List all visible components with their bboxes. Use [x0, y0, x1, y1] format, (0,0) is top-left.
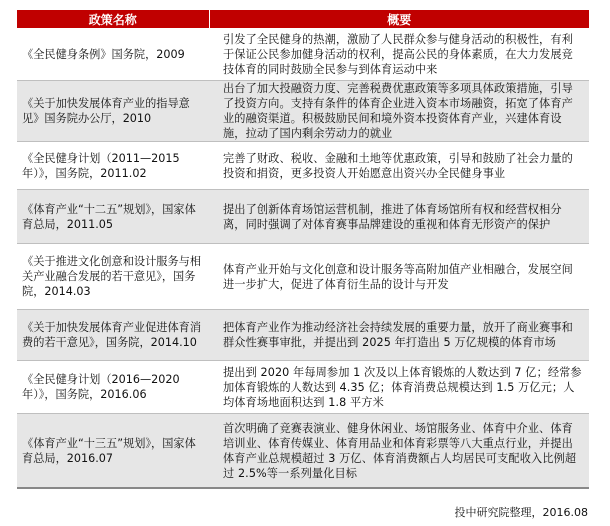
policy-summary-cell: 完善了财政、税收、金融和土地等优惠政策，引导和鼓励了社会力量的投资和捐资，更多投资人开始愿意出资兴办全民健身事业	[209, 142, 589, 190]
policy-name-cell: 《关于推进文化创意和设计服务与相关产业融合发展的若干意见》，国务院，2014.03	[17, 244, 209, 310]
table-row	[17, 81, 589, 142]
header-policy-name: 政策名称	[17, 10, 209, 28]
table-row	[17, 190, 589, 244]
policy-summary-cell: 体育产业开始与文化创意和设计服务等高附加值产业相融合，发展空间进一步扩大，促进了体育衍生品的设计与开发	[209, 244, 589, 310]
policy-name-cell: 《体育产业“十三五”规划》，国家体育总局，2016.07	[17, 414, 209, 489]
policy-summary-cell: 引发了全民健身的热潮，激励了人民群众参与健身活动的积极性，有利于保证公民参加健身活动的权利，提高公民的身体素质，在大力发展竞技体育的同时鼓励全民参与到体育运动中来	[209, 28, 589, 81]
table-header-row	[17, 10, 589, 28]
table-row	[17, 361, 589, 414]
policy-name-cell: 《关于加快发展体育产业促进体育消费的若干意见》，国务院，2014.10	[17, 310, 209, 361]
policy-name-cell: 《全民健身计划（2016—2020 年）》，国务院，2016.06	[17, 361, 209, 414]
table-row	[17, 244, 589, 310]
policy-table	[17, 10, 589, 489]
policy-name-cell: 《全民健身条例》国务院，2009	[17, 28, 209, 81]
policy-summary-cell: 提出了创新体育场馆运营机制，推进了体育场馆所有权和经营权相分离，同时强调了对体育赛事品牌建设的重视和体育无形资产的保护	[209, 190, 589, 244]
policy-name-cell: 《体育产业“十二五”规划》，国家体育总局，2011.05	[17, 190, 209, 244]
policy-summary-cell: 把体育产业作为推动经济社会持续发展的重要力量，放开了商业赛事和群众性赛事审批，并提出到 2025 年打造出 5 万亿规模的体育市场	[209, 310, 589, 361]
policy-summary-cell: 提出到 2020 年每周参加 1 次及以上体育锻炼的人数达到 7 亿；经常参加体育锻炼的人数达到 4.35 亿；体育消费总规模达到 1.5 万亿元；人均体育场地面积达到 1.8 平方米	[209, 361, 589, 414]
table-row	[17, 310, 589, 361]
header-summary: 概要	[209, 10, 589, 28]
policy-name-cell: 《关于加快发展体育产业的指导意见》国务院办公厅，2010	[17, 81, 209, 142]
table-row	[17, 414, 589, 489]
table-row	[17, 142, 589, 190]
policy-summary-cell: 出台了加大投融资力度、完善税费优惠政策等多项具体政策措施，引导了投资方向。支持有条件的体育企业进入资本市场融资，拓宽了体育产业的融资渠道。积极鼓励民间和境外资本投资体育产业，兴建体育设施，拉动了国内剩余劳动力的就业	[209, 81, 589, 142]
policy-name-cell: 《全民健身计划（2011—2015 年）》，国务院，2011.02	[17, 142, 209, 190]
policy-summary-cell: 首次明确了竞赛表演业、健身休闲业、场馆服务业、体育中介业、体育培训业、体育传媒业、体育用品业和体育彩票等八大重点行业，并提出体育产业总规模超过 3 万亿、体育消费额占人均居民可支配收入比例超过 2.5%等一系列量化目标	[209, 414, 589, 489]
source-note: 投中研究院整理，2016.08	[454, 506, 588, 519]
table-row	[17, 28, 589, 81]
